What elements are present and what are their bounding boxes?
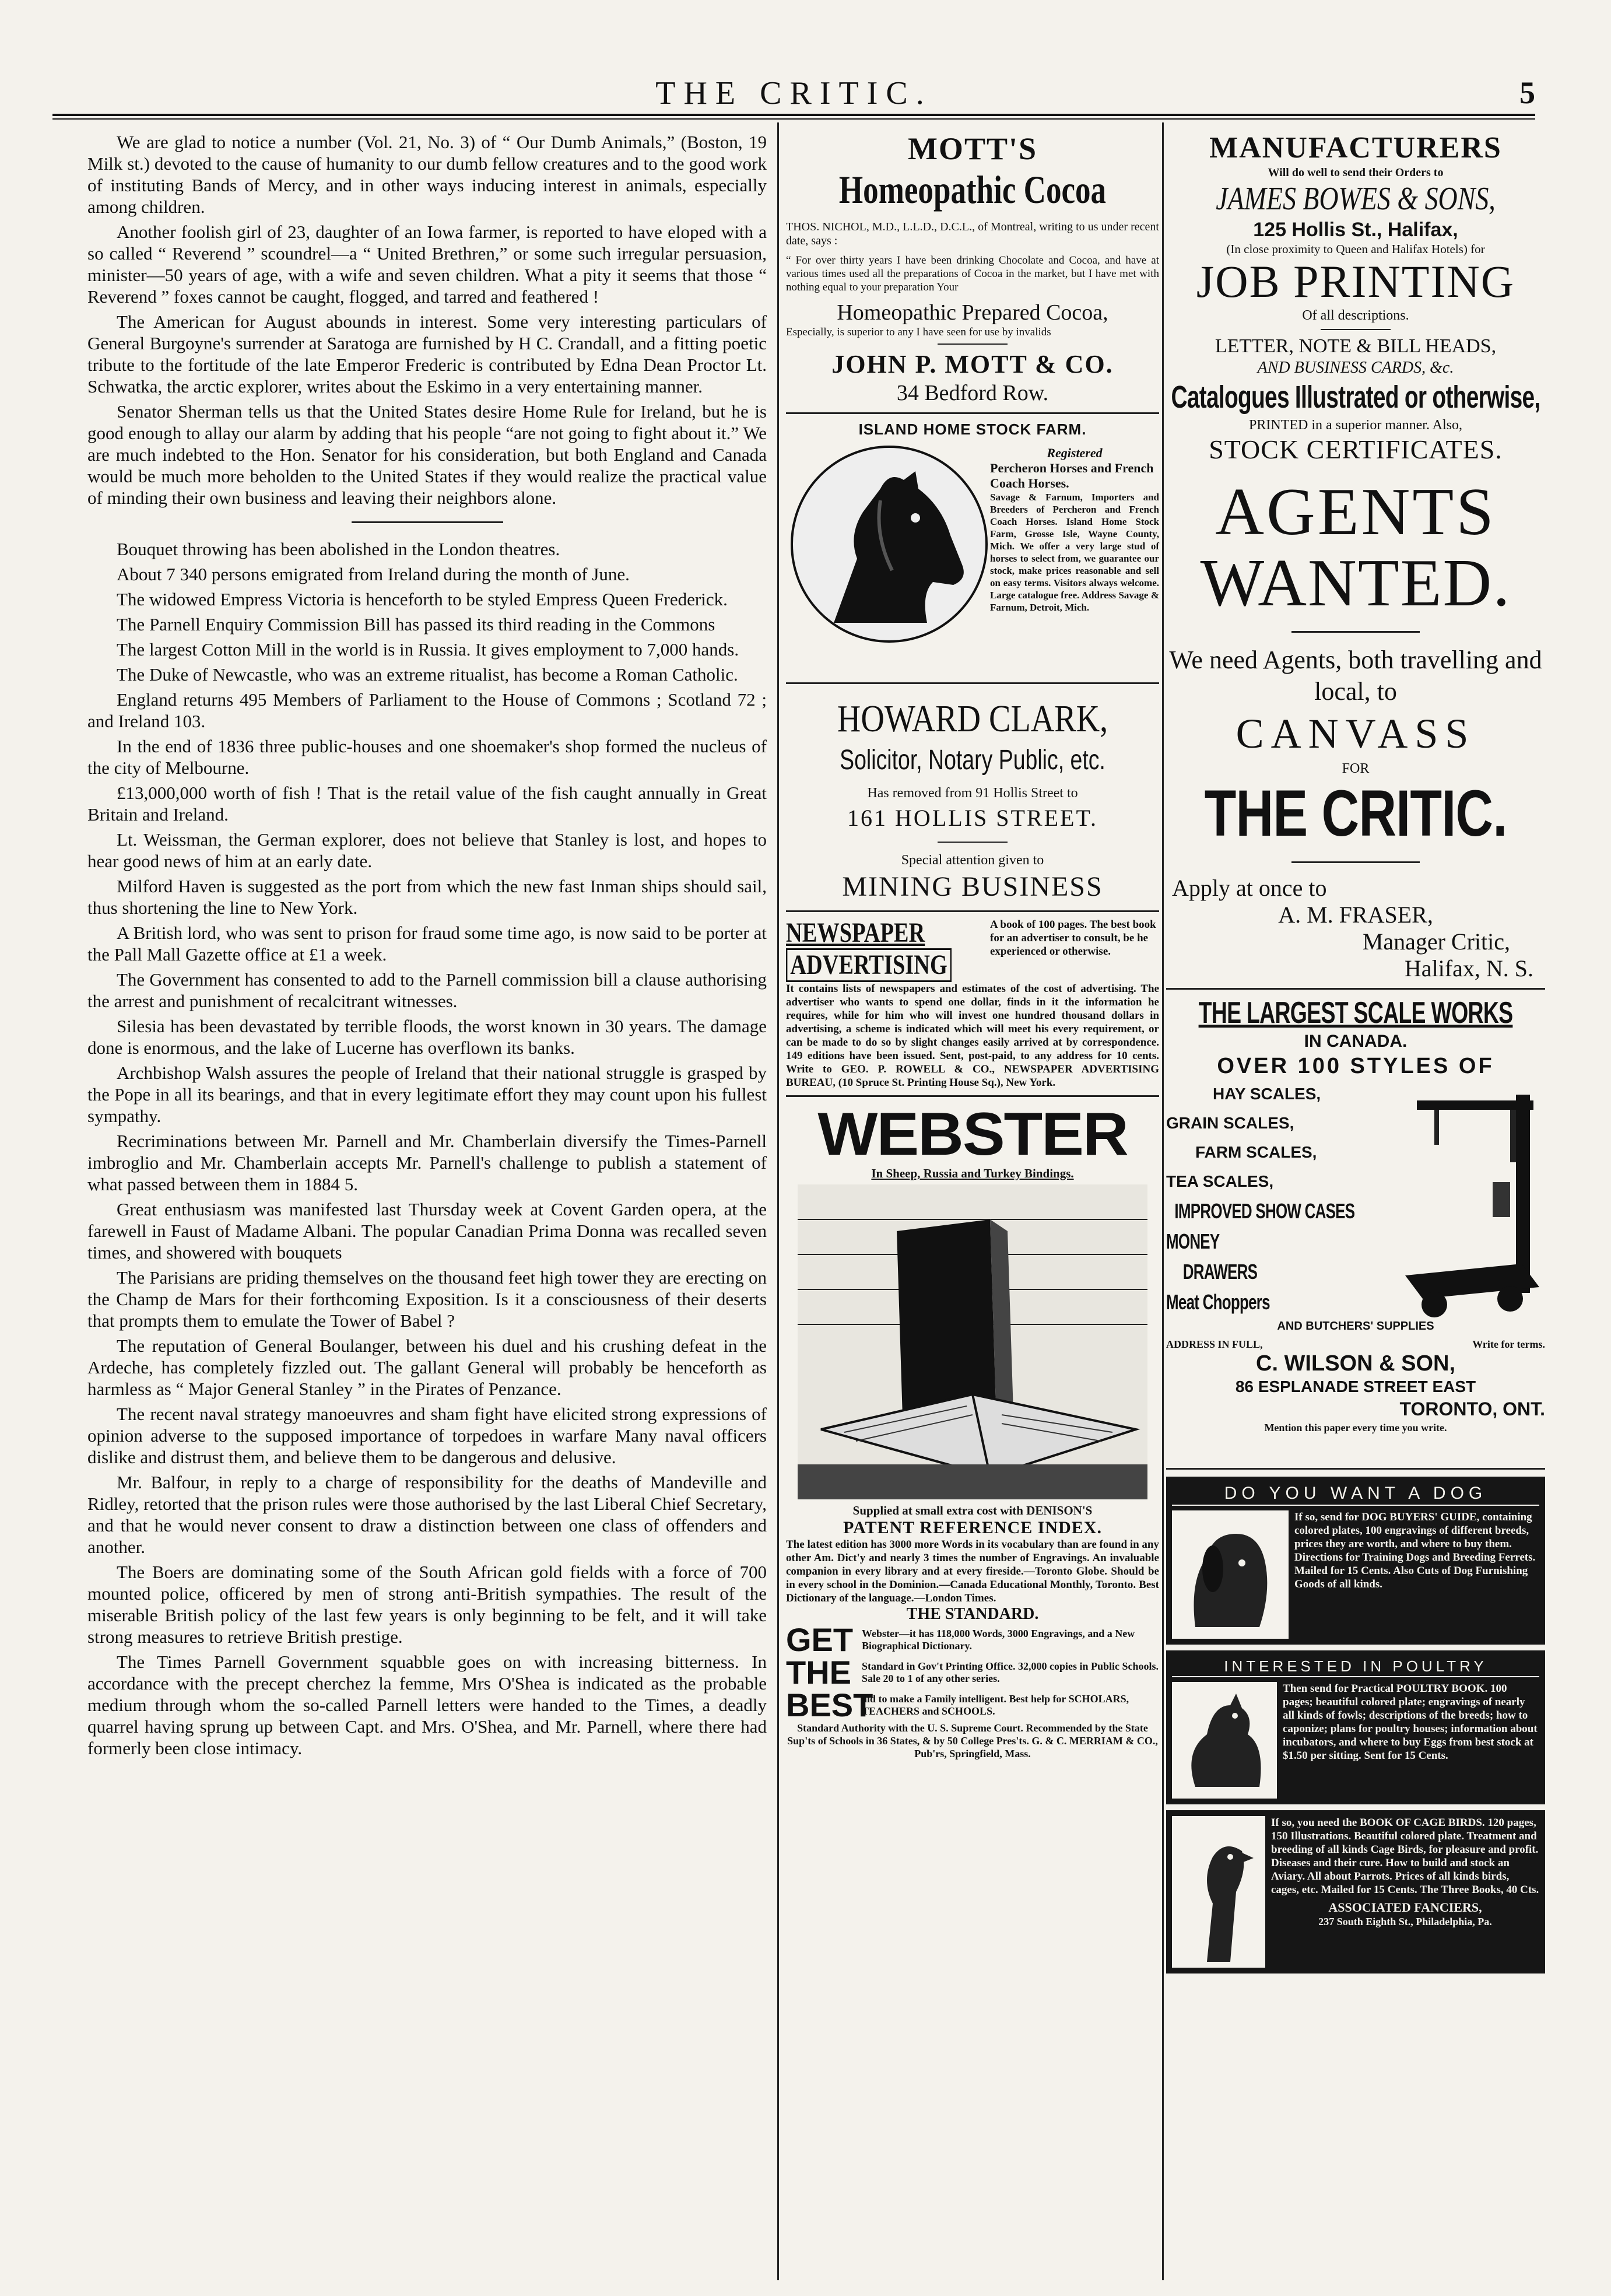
news-item: Mr. Balfour, in reply to a charge of responsibility for the deaths of Mandeville and Ridley, retorted that the prison rules were those authorised by the last Liberal Chief Secretary, and that he would never consent to draw a distinction between one class of offenders and another. bbox=[87, 1472, 767, 1557]
news-item: Great enthusiasm was manifested last Thursday week at Covent Garden opera, at the farewell in Faust of Madame Albani. The popular Canadian Prima Donna was recalled seven times, and showered with bouquets bbox=[87, 1199, 767, 1263]
book-icon bbox=[798, 1184, 1147, 1499]
ad-footer: Standard Authority with the U. S. Supreme Court. Recommended by the State Sup'ts of Schools in 36 States, & by 50 College Pres'ts. G. & C. MERRIAM & CO., Pub'rs, Springfield, Mass. bbox=[787, 1722, 1158, 1759]
ad-body: If so, you need the BOOK OF CAGE BIRDS. 120 pages, 150 Illustrations. Beautiful colored plate. Treatment and breeding of all kinds Cage Birds, for pleasure and profit. Diseases and their cure. How to build and stock an Aviary. All about Parrots. Prices of all kinds birds, cages, etc. Mailed for 15 Cents. The Three Books, 40 Cts. bbox=[1271, 1817, 1539, 1896]
dog-buyers-ad bbox=[1166, 1477, 1545, 1645]
ad-write: Write for terms. bbox=[1472, 1338, 1545, 1350]
ad-index: PATENT REFERENCE INDEX. bbox=[843, 1518, 1102, 1537]
ad-divider bbox=[1166, 1468, 1545, 1470]
scale-item: MONEY bbox=[1166, 1229, 1220, 1253]
ad-apply: Apply at once to bbox=[1172, 875, 1327, 901]
ad-catalogues: Catalogues Illustrated or otherwise, bbox=[1171, 380, 1540, 415]
rooster-icon bbox=[1172, 1682, 1277, 1799]
ad-heading: ISLAND HOME STOCK FARM. bbox=[858, 420, 1087, 438]
news-item: The Parisians are priding themselves on the thousand feet high tower they are erecting on the Champ de Mars for their forthcoming Exposition. Is it a consciousness of their deserts that prompts them to emulate the Tower of Babel ? bbox=[87, 1267, 767, 1331]
news-item: Another foolish girl of 23, daughter of an Iowa farmer, is reported to have eloped with a so called “ Reverend ” scoundrel—a “ United Brethren,” or some such irregular persuasion, minister—50 years of age, with a wife and seven children. What a pity it seems that those “ Reverend ” foxes cannot be caught, flogged, and tarred and feathered ! bbox=[87, 222, 767, 307]
ad-line: AND BUSINESS CARDS, &c. bbox=[1257, 359, 1454, 377]
newspaper-advertising-ad bbox=[786, 918, 1159, 1089]
ad-body: It contains lists of newspapers and estimates of the cost of advertising. The advertiser who wants to spend one dollar, finds in it the information he requires, while for him who will invest one hundred thousand dollars in advertising, a scheme is indicated which will meet his every requirement, or can be made to do so by slight changes easily arrived at by correspondence. 149 editions have been issued. Sent, post-paid, to any address for 10 cents. Write to GEO. P. ROWELL & CO., NEWSPAPER ADVERTISING BUREAU, (10 Spruce St. Printing House Sq.), New York. bbox=[786, 983, 1159, 1089]
news-item: About 7 340 persons emigrated from Ireland during the month of June. bbox=[117, 564, 630, 584]
news-item: Archbishop Walsh assures the people of Ireland that their national struggle is grasped by the Pope in all its bearings, and that in every legitimate effort they may count upon his fullest sympathy. bbox=[87, 1063, 767, 1126]
masthead-rule-thin bbox=[52, 118, 1535, 120]
ad-rule bbox=[1291, 861, 1420, 863]
news-item: The Boers are dominating some of the South African gold fields with a force of 700 mounted police, officered by men of strong anti-British sympathies. The result of the miserable British policy of the last few years is only beginning to be felt, and it will take strong measures to retrieve British prestige. bbox=[87, 1562, 767, 1647]
news-item: The American for August abounds in interest. Some very interesting particulars of General Burgoyne's surrender at Saratoga are furnished by H C. Crandall, and a fitting poetic tribute to the fortitude of the late Emperor Frederic is contributed by Edna Dean Proctor Lt. Schwatka, the arctic explorer, writes about the Eskimo in a very entertaining manner. bbox=[87, 311, 767, 397]
ad-quote: “ For over thirty years I have been drinking Chocolate and Cocoa, and have at various times used all the preparations of Cocoa in the market, but I have met with nothing equal to your preparation Your bbox=[786, 254, 1159, 293]
ad-the-text: Standard in Gov't Printing Office. 32,000 copies in Public Schools. Sale 20 to 1 of any other series. bbox=[862, 1660, 1159, 1684]
ad-address: 161 HOLLIS STREET. bbox=[847, 805, 1098, 831]
news-column bbox=[87, 131, 767, 1762]
scale-item: IMPROVED SHOW CASES bbox=[1174, 1199, 1355, 1223]
horse-head-icon bbox=[793, 448, 985, 640]
bowes-printing-ad bbox=[1166, 131, 1545, 465]
ad-divider bbox=[786, 682, 1159, 684]
ad-banner: DO YOU WANT A DOG bbox=[1172, 1482, 1539, 1506]
news-item: The widowed Empress Victoria is henceforth to be styled Empress Queen Frederick. bbox=[117, 589, 728, 609]
scale-illustration bbox=[1399, 1089, 1545, 1334]
webster-dictionary-ad bbox=[786, 1100, 1159, 1760]
column-rule bbox=[1162, 122, 1164, 2280]
news-item: The recent naval strategy manoeuvres and sham fight have elicited strong expressions of opinion adverse to the supposed importance of torpedoes in warfare Many naval officers dislike and distrust them, and believe them to be dangerous and delusive. bbox=[87, 1404, 767, 1467]
ad-body: If so, send for DOG BUYERS' GUIDE, containing colored plates, 100 engravings of different breeds, prices they are worth, and where to buy them. Directions for Training Dogs and Breeding Ferrets. Mailed for 15 Cents. Also Cuts of Dog Furnishing Goods of all kinds. bbox=[1294, 1511, 1536, 1590]
ad-get-text: Webster—it has 118,000 Words, 3000 Engravings, and a New Biographical Dictionary. bbox=[862, 1628, 1135, 1652]
ad-title: Solicitor, Notary Public, etc. bbox=[840, 745, 1105, 776]
cage-birds-ad bbox=[1166, 1810, 1545, 1973]
howard-clark-ad bbox=[786, 696, 1159, 905]
ad-heading: THE LARGEST SCALE WORKS bbox=[1198, 996, 1513, 1030]
ad-product-line: Homeopathic Prepared Cocoa, bbox=[837, 300, 1108, 325]
masthead bbox=[52, 75, 1535, 115]
ad-get: GET bbox=[786, 1621, 854, 1658]
ad-note: (In close proximity to Queen and Halifax Hotels) for bbox=[1226, 242, 1485, 256]
ad-over: OVER 100 STYLES OF bbox=[1217, 1054, 1494, 1078]
middle-ads-column bbox=[786, 131, 1159, 1760]
ad-the: THE bbox=[786, 1654, 851, 1691]
dictionary-illustration bbox=[798, 1184, 1147, 1499]
news-item: The Duke of Newcastle, who was an extreme ritualist, has become a Roman Catholic. bbox=[117, 664, 738, 685]
scale-icon bbox=[1399, 1089, 1545, 1334]
news-item: Milford Haven is suggested as the port from which the new fast Inman ships should sail, thus shortening the line to New York. bbox=[87, 876, 767, 918]
ad-need: We need Agents, both travelling and local, to bbox=[1169, 646, 1542, 706]
ad-company: ASSOCIATED FANCIERS, bbox=[1328, 1900, 1482, 1915]
ad-address: 237 South Eighth St., Philadelphia, Pa. bbox=[1318, 1916, 1492, 1927]
right-ads-column bbox=[1166, 131, 1545, 1973]
ad-intro: A book of 100 pages. The best book for an advertiser to consult, be he experienced or otherwise. bbox=[990, 919, 1156, 958]
ad-rule bbox=[1321, 329, 1391, 330]
dog-icon bbox=[1172, 1510, 1289, 1639]
news-item: Senator Sherman tells us that the United States desire Home Rule for Ireland, but he is good enough to allay our alarm by adding that his people “are not going to fight about it.” We are much indebted to the Hon. Senator for his consideration, but both England and Canada would be much more beholden to the United States if they would realize the practical value of minding their own business and leaving their neighbors alone. bbox=[87, 401, 767, 508]
ad-manager: Manager Critic, bbox=[1362, 928, 1510, 955]
ad-divider bbox=[786, 1095, 1159, 1097]
scale-item: AND BUTCHERS' SUPPLIES bbox=[1277, 1320, 1434, 1333]
ad-heading: MOTT'S bbox=[907, 131, 1038, 166]
page-title: THE CRITIC. bbox=[655, 75, 932, 111]
agents-wanted-ad bbox=[1166, 477, 1545, 982]
ad-body: Then send for Practical POULTRY BOOK. 100 pages; beautiful colored plate; engravings of nearly all kinds of fowls; descriptions of the breeds; how to caponize; plans for poultry houses; information about incubators, and where to buy Eggs from best stock at $1.50 per sitting. Sent for 15 Cents. bbox=[1283, 1682, 1538, 1762]
ad-company: JAMES BOWES & SONS, bbox=[1216, 181, 1496, 217]
ad-place: Halifax, N. S. bbox=[1404, 955, 1533, 982]
ad-body: Savage & Farnum, Importers and Breeders of Percheron and French Coach Horses. Island Home Stock Farm, Grosse Isle, Wayne County, Mich. We offer a very large stud of horses to select from, we guarantee our stock, make prices reasonable and sell on easy terms. Visitors always welcome. Large catalogue free. Address Savage & Farnum, Detroit, Mich. bbox=[990, 492, 1159, 613]
news-item: The Times Parnell Government squabble goes on with increasing bitterness. In accordance with the precept cherchez la femme, Mrs O'Shea is indicated as the probable medium through whom the so-called Parnell letters were handed to the Times, a deadly quarrel having sprung up between Capt. and Mrs. O'Shea, and Mr. Parnell, where there had formerly been close intimacy. bbox=[87, 1652, 767, 1758]
news-item: A British lord, who was sent to prison for fraud some time ago, is now said to be porter at the Pall Mall Gazette office at £1 a week. bbox=[87, 923, 767, 965]
ad-line: Will do well to send their Orders to bbox=[1268, 166, 1444, 179]
ad-banner: INTERESTED IN POULTRY bbox=[1172, 1656, 1539, 1677]
scale-item: DRAWERS bbox=[1182, 1260, 1258, 1284]
scale-item: TEA SCALES, bbox=[1166, 1172, 1274, 1190]
ad-body: The latest edition has 3000 more Words in its vocabulary than are found in any other Am. Dict'y and nearly 3 times the number of Engravings. An invaluable companion in every library and at every fireside.—Toronto Globe. Should be in every school in the Dominion.—Canada Educational Monthly, Toronto. Best Dictionary of the language.—London Times. bbox=[786, 1538, 1159, 1604]
ad-critic: THE CRITIC. bbox=[1204, 777, 1507, 850]
ad-heading: AGENTS bbox=[1215, 475, 1496, 549]
scale-item: FARM SCALES, bbox=[1195, 1143, 1317, 1161]
island-farm-ad bbox=[786, 420, 1159, 676]
news-item: £13,000,000 worth of fish ! That is the retail value of the fish caught annually in Great Britain and Ireland. bbox=[87, 783, 767, 825]
ad-logo: ADVERTISING bbox=[786, 948, 952, 982]
ad-stock: STOCK CERTIFICATES. bbox=[1209, 434, 1503, 464]
ad-business: MINING BUSINESS bbox=[842, 871, 1103, 902]
news-item: Lt. Weissman, the German explorer, does not believe that Stanley is lost, and hopes to hear good news of him at an early date. bbox=[87, 829, 767, 871]
ad-for: FOR bbox=[1342, 761, 1370, 776]
scale-item: Meat Choppers bbox=[1166, 1290, 1270, 1314]
ad-street: 86 ESPLANADE STREET EAST bbox=[1235, 1377, 1476, 1396]
ad-subtitle: Registered bbox=[1047, 446, 1103, 460]
ad-rule bbox=[1291, 631, 1420, 633]
news-item: We are glad to notice a number (Vol. 21, No. 3) of “ Our Dumb Animals,” (Boston, 19 Milk st.) devoted to the cause of humanity to our dumb fellow creatures and to the good work of instituting Bands of Mercy, and in other ways inducing interest in animals, especially among children. bbox=[87, 132, 767, 217]
ad-name: A. M. FRASER, bbox=[1278, 902, 1433, 928]
ad-endorser: THOS. NICHOL, M.D., L.L.D., D.C.L., of Montreal, writing to us under recent date, says : bbox=[786, 220, 1159, 247]
ad-standard: THE STANDARD. bbox=[906, 1605, 1039, 1623]
ad-line: PRINTED in a superior manner. Also, bbox=[1249, 418, 1462, 433]
news-item: Silesia has been devastated by terrible floods, the worst known in 30 years. The damage done is enormous, and the lake of Lucerne has overflown its banks. bbox=[87, 1016, 767, 1058]
ad-job-printing: JOB PRINTING bbox=[1196, 256, 1515, 307]
news-item: The reputation of General Boulanger, between his duel and his crushing defeat in the Ardeche, has completely fizzled out. The gallant General will probably be henceforth as harmless as “ Major General Stanley ” in the Pirates of Penzance. bbox=[87, 1335, 767, 1399]
ad-canada: IN CANADA. bbox=[1304, 1032, 1408, 1051]
ad-city: TORONTO, ONT. bbox=[1399, 1398, 1545, 1419]
ad-divider bbox=[1166, 988, 1545, 990]
scale-item: GRAIN SCALES, bbox=[1166, 1114, 1294, 1132]
ad-mention: Mention this paper every time you write. bbox=[1264, 1422, 1447, 1433]
ad-company: JOHN P. MOTT & CO. bbox=[831, 350, 1114, 378]
ad-rule bbox=[938, 343, 1008, 345]
horse-medallion bbox=[791, 446, 988, 643]
scale-item: HAY SCALES, bbox=[1213, 1085, 1321, 1103]
ad-line: LETTER, NOTE & BILL HEADS, bbox=[1215, 335, 1497, 357]
ad-supplied: Supplied at small extra cost with DENISON'S bbox=[852, 1503, 1093, 1517]
ad-heading: WANTED. bbox=[1200, 546, 1511, 621]
news-item: The Parnell Enquiry Commission Bill has passed its third reading in the Commons bbox=[117, 614, 715, 635]
ad-quote-end: Especially, is superior to any I have seen for use by invalids bbox=[786, 326, 1051, 338]
ad-canvass: CANVASS bbox=[1236, 710, 1476, 757]
parrot-icon bbox=[1172, 1816, 1265, 1968]
ad-divider bbox=[786, 910, 1159, 912]
ad-heading: HOWARD CLARK, bbox=[837, 697, 1108, 740]
motts-cocoa-ad bbox=[786, 131, 1159, 406]
ad-product: Homeopathic Cocoa bbox=[838, 167, 1107, 212]
ad-address: 125 Hollis St., Halifax, bbox=[1253, 219, 1458, 241]
news-item: Bouquet throwing has been abolished in the London theatres. bbox=[117, 539, 560, 559]
scale-works-ad bbox=[1166, 995, 1545, 1462]
news-item: The Government has consented to add to the Parnell commission bill a clause authorising the arrest and punishment of recalcitrant witnesses. bbox=[87, 969, 767, 1011]
ad-heading: WEBSTER bbox=[817, 1100, 1128, 1168]
ad-attention: Special attention given to bbox=[901, 853, 1044, 868]
poultry-book-ad bbox=[1166, 1650, 1545, 1804]
news-item: In the end of 1836 three public-houses and one shoemaker's shop formed the nucleus of the city of Melbourne. bbox=[87, 736, 767, 778]
ad-removed: Has removed from 91 Hollis Street to bbox=[867, 786, 1078, 801]
ad-bindings: In Sheep, Russia and Turkey Bindings. bbox=[871, 1166, 1074, 1180]
news-item: The largest Cotton Mill in the world is in Russia. It gives employment to 7,000 hands. bbox=[117, 639, 739, 660]
news-item: England returns 495 Members of Parliament to the House of Commons ; Scotland 72 ; and Ireland 103. bbox=[87, 689, 767, 731]
ad-rule bbox=[938, 842, 1008, 843]
ad-company: C. WILSON & SON, bbox=[1256, 1351, 1455, 1376]
section-divider bbox=[352, 521, 503, 523]
ad-best-text: aid to make a Family intelligent. Best help for SCHOLARS, TEACHERS and SCHOOLS. bbox=[862, 1693, 1129, 1717]
news-item: Recriminations between Mr. Parnell and Mr. Chamberlain diversify the Times-Parnell imbroglio and Mr. Chamberlain accepts Mr. Parnell's challenge to publish a statement of what passed between them in 1884 5. bbox=[87, 1131, 767, 1194]
ad-line: Of all descriptions. bbox=[1302, 308, 1409, 323]
masthead-rule bbox=[52, 114, 1535, 116]
ad-address-full: ADDRESS IN FULL, bbox=[1166, 1338, 1263, 1350]
page-number: 5 bbox=[1519, 75, 1535, 110]
ad-best: BEST bbox=[786, 1687, 873, 1723]
ad-logo: NEWSPAPER bbox=[786, 917, 925, 948]
ad-address: 34 Bedford Row. bbox=[896, 381, 1049, 405]
ad-lines: Percheron Horses and French Coach Horses. bbox=[990, 461, 1154, 490]
ad-divider bbox=[786, 412, 1159, 414]
column-rule bbox=[777, 122, 779, 2280]
ad-heading: MANUFACTURERS bbox=[1209, 131, 1502, 164]
